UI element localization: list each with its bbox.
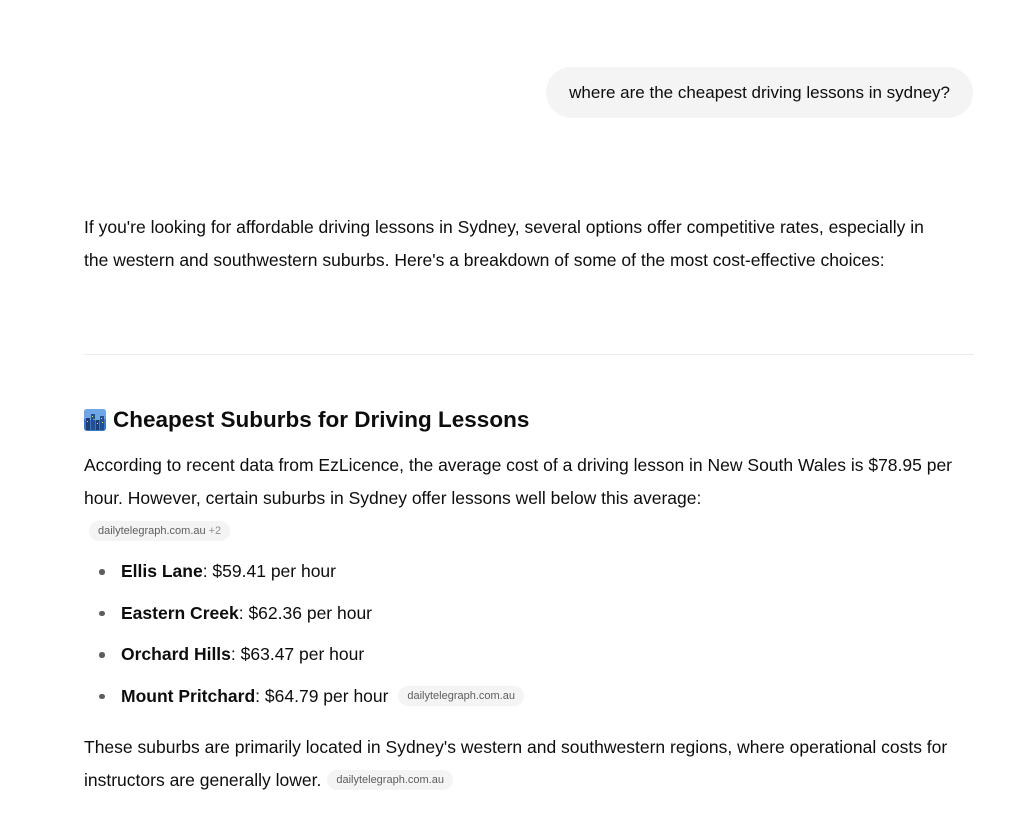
user-message-row [546,67,973,118]
citation-row [89,521,230,541]
list-item [84,596,524,638]
suburb-list [84,554,524,720]
citation-chip[interactable] [89,521,230,541]
section-paragraph: According to recent data from EzLicence, the average cost of a driving lesson in New South Wales is $78.95 per hour. However, certain suburbs in Sydney offer lessons well below this average: [84,455,953,508]
suburb-name: Eastern Creek [121,602,239,623]
bullet-dot [99,611,105,617]
suburb-name: Orchard Hills [121,644,231,664]
suburb-price: : $59.41 per hour [202,561,336,581]
user-message-bubble: where are the cheapest driving lessons in sydney? [546,67,973,118]
citation-chip[interactable]: dailytelegraph.com.au [398,686,524,706]
section-heading [84,402,529,438]
list-item [84,679,524,721]
citation-source: dailytelegraph.com.au [98,525,206,537]
bullet-dot [99,652,105,658]
list-item [84,554,524,596]
suburb-name: Mount Pritchard [121,685,256,706]
intro-paragraph: If you're looking for affordable driving lessons in Sydney, several options offer competitive rates, especially in the western and southwestern suburbs. Here's a breakdown of some of the most cost-effective choices: [84,217,924,270]
closing-text: These suburbs are primarily located in Sydney's western and southwestern regions, where operational costs for instructors are generally lower. [84,737,948,790]
section-divider [84,354,974,355]
section-heading-text: Cheapest Suburbs for Driving Lessons [113,407,530,432]
bullet-dot [99,694,105,700]
citation-more-count: +2 [208,525,222,537]
suburb-price: : $64.79 per hour [255,685,389,706]
closing-paragraph [84,731,964,796]
cityscape-icon [84,409,106,431]
list-item [84,637,524,679]
suburb-name: Ellis Lane [121,561,203,581]
suburb-price: : $62.36 per hour [238,602,373,623]
citation-chip[interactable]: dailytelegraph.com.au [327,770,453,790]
bullet-dot [99,569,105,575]
suburb-price: : $63.47 per hour [230,644,365,664]
